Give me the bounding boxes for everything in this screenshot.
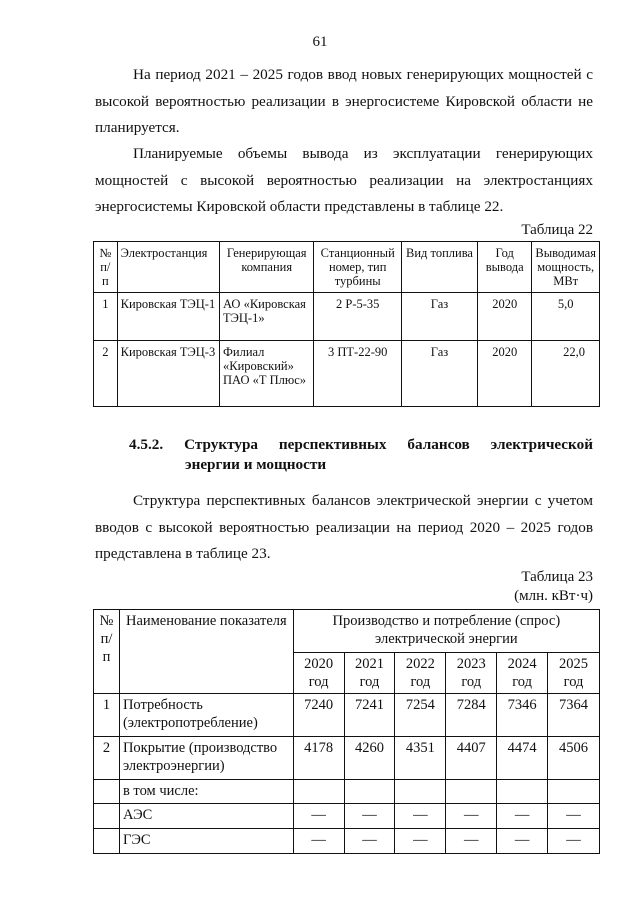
table-cell [94, 829, 120, 854]
table-cell: 2020 [478, 341, 532, 407]
table-23-header-group: Производство и потребление (спрос) электрической энергии [293, 610, 599, 653]
table-row [94, 780, 600, 804]
table-cell [497, 780, 548, 804]
table-23-header-num: № п/п [94, 610, 120, 694]
table-cell: 4407 [446, 737, 497, 780]
table-cell: Филиал «Кировский» ПАО «Т Плюс» [220, 341, 314, 407]
table-22-header-cell: Год вывода [478, 242, 532, 293]
table-cell: — [293, 804, 344, 829]
table-cell: — [548, 829, 600, 854]
section-title-line-2: энергии и мощности [185, 456, 327, 473]
paragraph-2 [95, 141, 593, 221]
table-cell: 7240 [293, 694, 344, 737]
paragraph-1 [95, 62, 593, 142]
table-cell: — [293, 829, 344, 854]
table-22-header-cell: Вид топлива [401, 242, 477, 293]
table-cell: 7254 [395, 694, 446, 737]
section-heading-line-1 [129, 435, 593, 455]
section-title-word: перспективных [278, 436, 387, 453]
table-cell: 2 [94, 737, 120, 780]
table-22 [93, 241, 600, 407]
table-22-caption: Таблица 22 [521, 222, 593, 238]
year-header: 2024 год [497, 653, 548, 694]
table-22-header-cell: Выводимая мощность, МВт [532, 242, 600, 293]
table-cell: в том числе: [119, 780, 293, 804]
table-22-header-cell: Генерирующая компания [220, 242, 314, 293]
table-cell: 7346 [497, 694, 548, 737]
table-cell [395, 780, 446, 804]
section-title-word: балансов [407, 436, 470, 453]
table-22-header-cell: Электростанция [117, 242, 219, 293]
table-cell: — [497, 829, 548, 854]
year-header: 2025 год [548, 653, 600, 694]
paragraph-2-text: Планируемые объемы вывода из эксплуатации генерирующих мощностей с высокой вероятностью реализации на электростанциях энергосистемы Кировской области представлены в таблице 22. [95, 145, 593, 215]
table-cell: — [497, 804, 548, 829]
table-row [94, 293, 600, 341]
table-cell: — [395, 829, 446, 854]
table-cell: — [344, 804, 395, 829]
table-cell: — [344, 829, 395, 854]
section-title-word: Структура [184, 436, 258, 453]
table-cell: Газ [401, 293, 477, 341]
table-cell: 4506 [548, 737, 600, 780]
paragraph-1-text: На период 2021 – 2025 годов ввод новых генерирующих мощностей с высокой вероятностью реализации в энергосистеме Кировской области не планируется. [95, 66, 593, 136]
table-cell: Газ [401, 341, 477, 407]
table-cell [94, 804, 120, 829]
table-row [94, 804, 600, 829]
year-header: 2021 год [344, 653, 395, 694]
section-title-word: электрической [490, 436, 593, 453]
table-cell: 7241 [344, 694, 395, 737]
table-cell: 4260 [344, 737, 395, 780]
table-cell: Кировская ТЭЦ-1 [117, 293, 219, 341]
table-cell: Кировская ТЭЦ-3 [117, 341, 219, 407]
table-cell [548, 780, 600, 804]
table-row [94, 694, 600, 737]
table-cell: 5,0 [532, 293, 600, 341]
year-header: 2022 год [395, 653, 446, 694]
table-cell: 2 Р-5-35 [314, 293, 402, 341]
section-heading [129, 435, 593, 475]
table-cell: 7364 [548, 694, 600, 737]
table-cell [446, 780, 497, 804]
table-cell: Потребность (электропотребление) [119, 694, 293, 737]
paragraph-3-text: Структура перспективных балансов электрической энергии с учетом вводов с высокой вероятностью реализации на период 2020 – 2025 годов представлена в таблице 23. [95, 492, 593, 562]
table-cell: 2020 [478, 293, 532, 341]
table-23-caption: Таблица 23 [521, 569, 593, 585]
table-cell: АЭС [119, 804, 293, 829]
table-cell [94, 780, 120, 804]
table-row [94, 829, 600, 854]
table-cell: — [548, 804, 600, 829]
year-header: 2020 год [293, 653, 344, 694]
table-row [94, 737, 600, 780]
table-cell: — [446, 829, 497, 854]
table-23-header-name: Наименование показателя [119, 610, 293, 694]
table-cell: ГЭС [119, 829, 293, 854]
table-22-header-row [94, 242, 600, 293]
table-22-header-cell: Станционный номер, тип турбины [314, 242, 402, 293]
table-cell: 4474 [497, 737, 548, 780]
table-cell: 1 [94, 293, 118, 341]
table-cell: 4351 [395, 737, 446, 780]
table-23-header-row [94, 610, 600, 653]
table-23 [93, 609, 600, 854]
table-cell: 4178 [293, 737, 344, 780]
table-22-header-cell: № п/п [94, 242, 118, 293]
paragraph-3 [95, 488, 593, 568]
table-cell: 2 [94, 341, 118, 407]
table-cell: 22,0 [532, 341, 600, 407]
section-number: 4.5.2. [129, 436, 164, 453]
year-header: 2023 год [446, 653, 497, 694]
table-23-units: (млн. кВт·ч) [514, 588, 593, 604]
table-cell: 1 [94, 694, 120, 737]
page-number: 61 [312, 34, 328, 50]
table-cell: 3 ПТ-22-90 [314, 341, 402, 407]
table-cell: АО «Кировская ТЭЦ-1» [220, 293, 314, 341]
table-cell: — [395, 804, 446, 829]
table-cell [344, 780, 395, 804]
table-cell [293, 780, 344, 804]
table-cell: Покрытие (производство электроэнергии) [119, 737, 293, 780]
table-row [94, 341, 600, 407]
table-cell: — [446, 804, 497, 829]
table-cell: 7284 [446, 694, 497, 737]
